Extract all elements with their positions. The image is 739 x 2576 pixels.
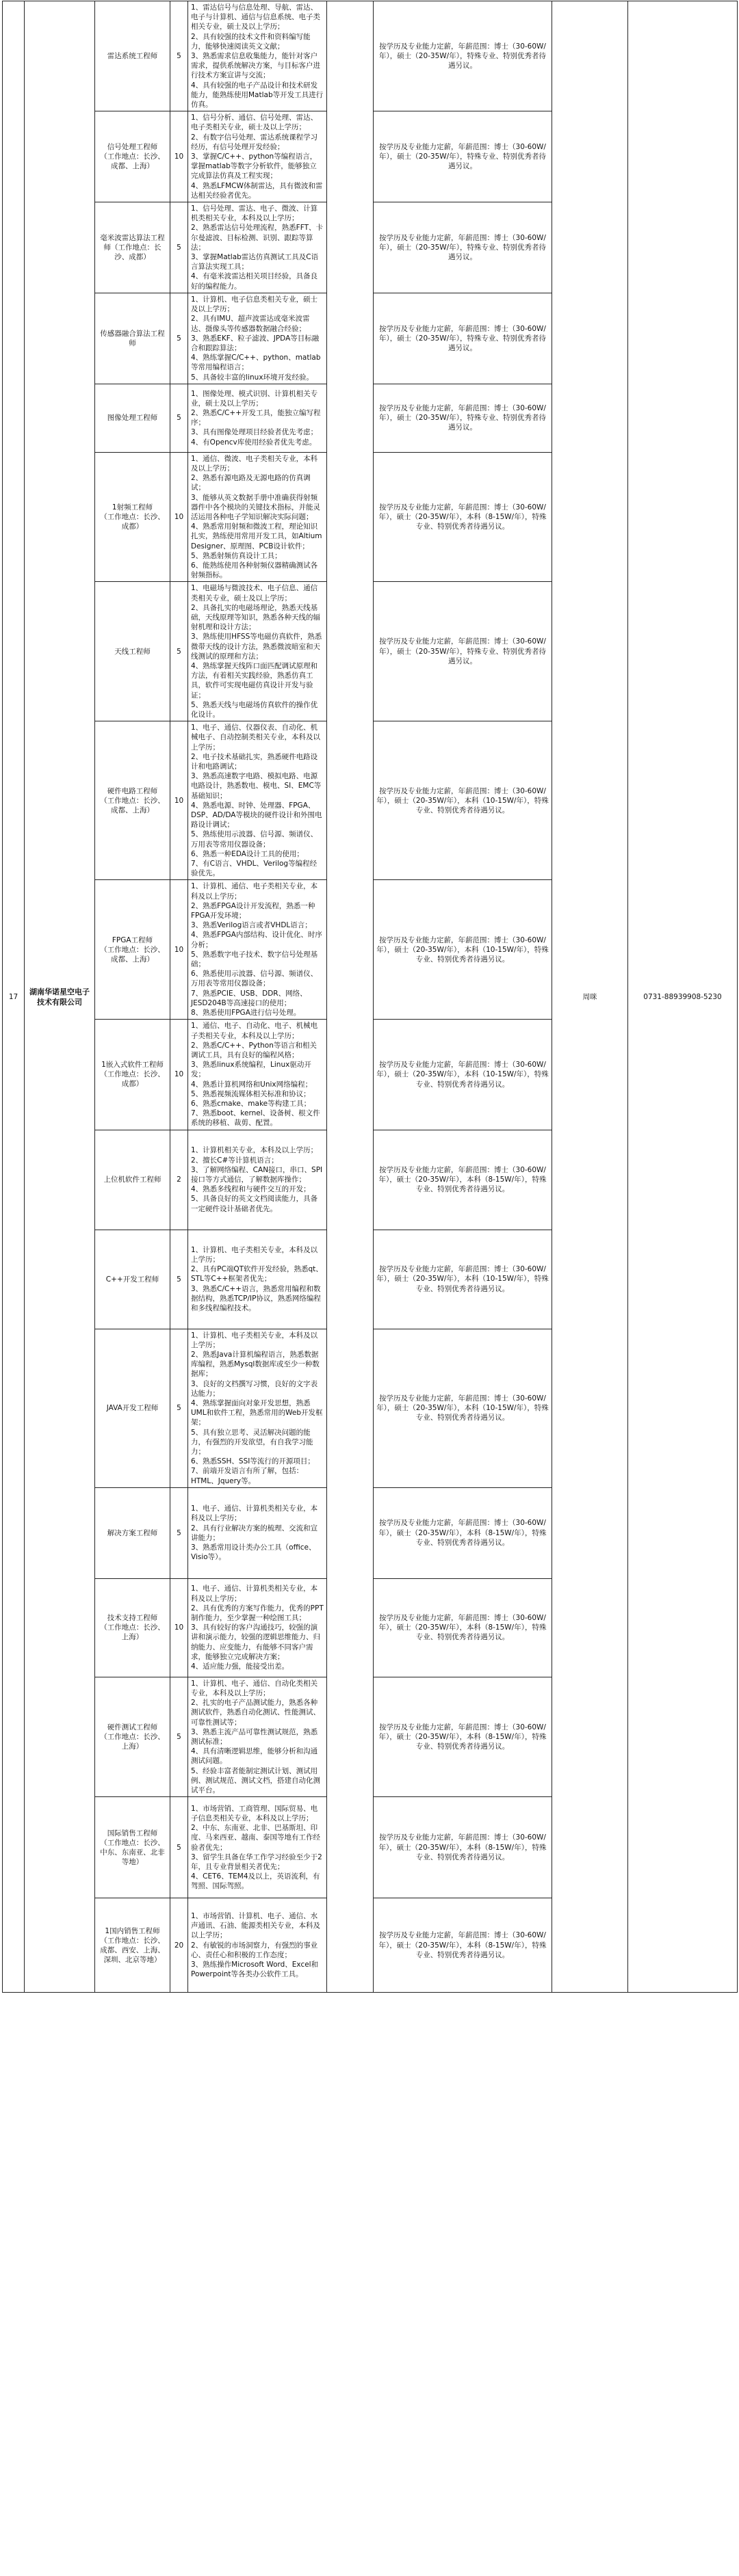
row-index: 17 — [3, 1, 25, 1993]
job-requirements: 1、计算机、通信、电子类相关专业，本科及以上学历； 2、熟悉FPGA设计开发流程，熟悉一种FPGA开发环境； 3、熟悉Verilog语言或者VHDL语言； 4、熟悉FPGA内部结构、设计优化、时序分析； 5、熟悉数字电子技术、数字信号处理基础； 6、熟悉使用示波器、信号源、频谱仪、万用表等常用仪器设备； 7、熟悉PCIE、USB、DDR、网络、JESD204B等高速接口的使用； 8、熟悉使用FPGA进行信号处理。 — [188, 880, 327, 1020]
job-count: 5 — [170, 1677, 188, 1796]
job-count: 10 — [170, 880, 188, 1020]
job-salary: 按学历及专业能力定薪，年薪范围：博士（30-60W/年），硕士（20-35W/年），本科（10-15W/年），特殊专业、特别优秀者待遇另议。 — [374, 1020, 552, 1130]
job-count: 5 — [170, 582, 188, 721]
job-position: 硬件测试工程师 （工作地点：长沙、上海） — [95, 1677, 170, 1796]
job-position: FPGA工程师 （工作地点：长沙、成都、上海） — [95, 880, 170, 1020]
job-position: 解决方案工程师 — [95, 1487, 170, 1578]
job-count: 10 — [170, 452, 188, 582]
job-position: 上位机软件工程师 — [95, 1130, 170, 1230]
job-position: 硬件电路工程师 （工作地点：长沙、成都、上海） — [95, 721, 170, 880]
job-requirements: 1、计算机相关专业，本科及以上学历； 2、擅长C#等计算机语言； 3、了解网络编程、CAN接口，串口、SPI接口等方式通信，了解数据库操作； 4、熟悉多线程和与硬件交互的开发； 5、具备良好的英文文档阅读能力，具备一定硬件设计基础者优先。 — [188, 1130, 327, 1230]
job-salary: 按学历及专业能力定薪，年薪范围：博士（30-60W/年），硕士（20-35W/年），特殊专业、特别优秀者待遇另议。 — [374, 1, 552, 111]
job-count: 10 — [170, 721, 188, 880]
job-salary: 按学历及专业能力定薪，年薪范围：博士（30-60W/年），硕士（20-35W/年），本科（8-15W/年），特殊专业、特别优秀者待遇另议。 — [374, 1487, 552, 1578]
job-position: C++开发工程师 — [95, 1230, 170, 1329]
blank-cell — [327, 1, 374, 1993]
job-listing-table — [2, 1, 738, 1993]
job-salary: 按学历及专业能力定薪，年薪范围：博士（30-60W/年），硕士（20-35W/年），特殊专业、特别优秀者待遇另议。 — [374, 202, 552, 293]
job-requirements: 1、图像处理、模式识别、计算机相关专业，硕士及以上学历； 2、熟悉C/C++开发工具，能独立编写程序； 3、具有图像处理项目经验者优先考虑； 4、有Opencv库使用经验者优先考虑。 — [188, 384, 327, 452]
job-count: 5 — [170, 1487, 188, 1578]
job-count: 10 — [170, 1020, 188, 1130]
job-requirements: 1、计算机、电子信息类相关专业，硕士及以上学历； 2、具有IMU、超声波雷达或毫米波雷达、摄像头等传感器数据融合经验； 3、熟悉EKF、粒子滤波、JPDA等目标融合和跟踪算法； 4、熟练掌握C/C++、python、matlab等常用编程语言； 5、具备较丰富的linux环境开发经验。 — [188, 293, 327, 384]
job-requirements: 1、通信、微波、电子类相关专业，本科及以上学历； 2、熟悉有源电路及无源电路的仿真调试； 3、能够从英文数据手册中准确获得射频器件中各个模块的关键技术指标，并能灵活运用各种电子学知识解决实际问题； 4、熟悉常用射频和微波工程，理论知识扎实，熟练使用常用开发工具，如Altium Designer、原理图、PCB设计软件； 5、熟悉射频仿真设计工具； 6、能熟练使用各种射频仪器精确测试各射频指标。 — [188, 452, 327, 582]
job-salary: 按学历及专业能力定薪，年薪范围：博士（30-60W/年），硕士（20-35W/年），本科（10-15W/年），特殊专业、特别优秀者待遇另议。 — [374, 721, 552, 880]
job-position: 技术支持工程师 （工作地点：长沙、上海） — [95, 1578, 170, 1677]
job-salary: 按学历及专业能力定薪，年薪范围：博士（30-60W/年），硕士（20-35W/年），特殊专业、特别优秀者待遇另议。 — [374, 582, 552, 721]
job-salary: 按学历及专业能力定薪，年薪范围：博士（30-60W/年），硕士（20-35W/年），本科（10-15W/年），特殊专业、特别优秀者待遇另议。 — [374, 1230, 552, 1329]
job-salary: 按学历及专业能力定薪，年薪范围：博士（30-60W/年），硕士（20-35W/年），本科（8-15W/年），特殊专业、特别优秀者待遇另议。 — [374, 1677, 552, 1796]
job-requirements: 1、市场营销、工商管理、国际贸易、电子信息类相关专业，本科及以上学历； 2、中东、东南亚、北非、巴基斯坦、印度、马来西亚、越南、泰国等地有工作经验者优先； 3、留学生具备在华工作学习经验至少于2年，且专业背景相关者优先； 4、CET6、TEM4及以上，英语流利，有驾照、国际驾照。 — [188, 1797, 327, 1898]
job-position: 雷达系统工程师 — [95, 1, 170, 111]
job-position: 1射频工程师 （工作地点：长沙、成都） — [95, 452, 170, 582]
job-salary: 按学历及专业能力定薪，年薪范围：博士（30-60W/年），硕士（20-35W/年），特殊专业、特别优秀者待遇另议。 — [374, 111, 552, 202]
contact-phone: 0731-88939908-5230 — [628, 1, 738, 1993]
job-requirements: 1、雷达信号与信息处理、导航、雷达、电子与计算机、通信与信息系统、电子类相关专业，硕士及以上学历； 2、具有较强的技术文件和资料编写能力，能够快速阅读英文文献； 3、熟悉需求信息收集能力，能针对客户需求，提供系统解决方案，与目标客户进行技术方案宣讲与交流； 4、具有较强的电子产品设计和技术研发能力，能熟练使用Matlab等开发工具进行仿真。 — [188, 1, 327, 111]
job-requirements: 1、市场营销、计算机、电子、通信、水声通讯、石油、能源类相关专业，本科及以上学历； 2、有敏锐的市场洞察力，有强烈的事业心、责任心和积极的工作态度； 3、熟练操作Microsoft Word、Excel和Powerpoint等各类办公软件工具。 — [188, 1898, 327, 1993]
job-salary: 按学历及专业能力定薪，年薪范围：博士（30-60W/年），硕士（20-35W/年），本科（10-15W/年），特殊专业、特别优秀者待遇另议。 — [374, 880, 552, 1020]
job-salary: 按学历及专业能力定薪，年薪范围：博士（30-60W/年），硕士（20-35W/年），特殊专业、特别优秀者待遇另议。 — [374, 293, 552, 384]
job-position: 信号处理工程师 （工作地点：长沙、成都、上海） — [95, 111, 170, 202]
job-requirements: 1、计算机、电子、通信、自动化类相关专业，本科及以上学历； 2、扎实的电子产品测试能力，熟悉各种测试软件，熟悉自动化测试、性能测试、可靠性测试等； 3、熟悉主流产品可靠性测试规范，熟悉测试标准； 4、具有清晰逻辑思维，能够分析和沟通测试问题。 5、经验丰富者能制定测试计划、测试用例、测试规范、测试文档，搭建自动化测试平台。 — [188, 1677, 327, 1796]
job-count: 10 — [170, 111, 188, 202]
job-requirements: 1、电子、通信、计算机类相关专业，本科及以上学历； 2、具有优秀的方案写作能力，优秀的PPT制作能力，至少掌握一种绘图工具； 3、具有较好的客户沟通技巧，较强的演讲和演示能力，较强的逻辑思维能力、归纳能力、应变能力，有能够不同客户需求，能够独立完成解决方案； 4、适应能力强，能接受出差。 — [188, 1578, 327, 1677]
job-count: 5 — [170, 1, 188, 111]
job-salary: 按学历及专业能力定薪，年薪范围：博士（30-60W/年），硕士（20-35W/年），特殊专业、特别优秀者待遇另议。 — [374, 384, 552, 452]
contact-name: 周咪 — [552, 1, 628, 1993]
job-position: JAVA开发工程师 — [95, 1329, 170, 1487]
job-salary: 按学历及专业能力定薪，年薪范围：博士（30-60W/年），硕士（20-35W/年），本科（8-15W/年），特殊专业、特别优秀者待遇另议。 — [374, 452, 552, 582]
job-requirements: 1、信号处理、雷达、电子、微波、计算机类相关专业，本科及以上学历； 2、熟悉雷达信号处理流程，熟悉FFT、卡尔曼滤波、目标检测、识别、跟踪等算法； 3、掌握Matlab雷达仿真测试工具及C语言算法实现工具； 4、有毫米波雷达相关项目经验，具备良好的编程能力。 — [188, 202, 327, 293]
job-salary: 按学历及专业能力定薪，年薪范围：博士（30-60W/年），硕士（20-35W/年），本科（8-15W/年），特殊专业、特别优秀者待遇另议。 — [374, 1578, 552, 1677]
job-requirements: 1、电子、通信、仪器仪表、自动化、机械电子、自动控制类相关专业，本科及以上学历； 2、电子技术基础扎实，熟悉硬件电路设计和电路调试； 3、熟悉高速数字电路、模拟电路、电源电路设计，熟悉数电、模电、SI、EMC等基础知识； 4、熟悉电源、时钟、处理器、FPGA、DSP、AD/DA等模块的硬件设计和外围电路设计调试； 5、熟练使用示波器、信号源、频谱仪、万用表等常用仪器设备； 6、熟悉一种EDA设计工具的使用； 7、有C语言、VHDL、Verilog等编程经验优先。 — [188, 721, 327, 880]
job-position: 天线工程师 — [95, 582, 170, 721]
job-salary: 按学历及专业能力定薪，年薪范围：博士（30-60W/年），硕士（20-35W/年），本科（8-15W/年），特殊专业、特别优秀者待遇另议。 — [374, 1130, 552, 1230]
job-salary: 按学历及专业能力定薪，年薪范围：博士（30-60W/年），硕士（20-35W/年），本科（8-15W/年），特殊专业、特别优秀者待遇另议。 — [374, 1797, 552, 1898]
job-count: 5 — [170, 1329, 188, 1487]
job-count: 5 — [170, 202, 188, 293]
job-position: 1嵌入式软件工程师 （工作地点：长沙、成都） — [95, 1020, 170, 1130]
job-requirements: 1、电子、通信、计算机类相关专业，本科及以上学历； 2、具有行业解决方案的梳理、交流和宣讲能力； 3、熟悉常用设计类办公工具（office、Visio等）。 — [188, 1487, 327, 1578]
job-position: 1国内销售工程师 （工作地点：长沙、成都、西安、上海、深圳、北京等地） — [95, 1898, 170, 1993]
job-position: 国际销售工程师 （工作地点：长沙、中东、东南亚、北非等地） — [95, 1797, 170, 1898]
company-name: 湖南华诺星空电子技术有限公司 — [25, 1, 95, 1993]
job-count: 20 — [170, 1898, 188, 1993]
job-count: 5 — [170, 1797, 188, 1898]
table-row — [3, 1, 738, 111]
job-requirements: 1、电磁场与微波技术、电子信息、通信类相关专业，硕士及以上学历； 2、具备扎实的电磁场理论，熟悉天线基础，天线原理等知识，熟悉各种天线的辐射机理和设计方法； 3、熟练使用HFSS等电磁仿真软件，熟悉微带天线的设计方法，熟悉微波暗室和天线测试的原理和方法； 4、熟练掌握天线阵口面匹配调试原理和方法，有着相关实践经验，熟悉仿真工具，软件可实现电磁仿真设计开发与验证； 5、熟悉天线与电磁场仿真软件的操作优化设计。 — [188, 582, 327, 721]
job-count: 5 — [170, 384, 188, 452]
job-requirements: 1、信号分析、通信、信号处理、雷达、电子类相关专业，硕士及以上学历； 2、有数字信号处理、雷达系统课程学习经历，有信号处理开发经验； 3、掌握C/C++、python等编程语言，掌握matlab等数字分析软件，能够独立完成算法仿真及工程实现； 4、熟悉LFMCW体制雷达，具有微波和雷达相关经验者优先。 — [188, 111, 327, 202]
job-count: 2 — [170, 1130, 188, 1230]
job-count: 5 — [170, 1230, 188, 1329]
job-count: 10 — [170, 1578, 188, 1677]
job-requirements: 1、计算机、电子类相关专业，本科及以上学历； 2、具有PC端QT软件开发经验，熟悉qt、STL等C++框架者优先； 3、熟悉C/C++语言，熟悉常用编程和数据结构，熟悉TCP/IP协议，熟悉网络编程和多线程编程技术。 — [188, 1230, 327, 1329]
job-position: 毫米波雷达算法工程师（工作地点：长沙、成都） — [95, 202, 170, 293]
job-position: 传感器融合算法工程师 — [95, 293, 170, 384]
job-position: 图像处理工程师 — [95, 384, 170, 452]
job-salary: 按学历及专业能力定薪，年薪范围：博士（30-60W/年），硕士（20-35W/年），本科（10-15W/年），特殊专业、特别优秀者待遇另议。 — [374, 1329, 552, 1487]
job-count: 5 — [170, 293, 188, 384]
job-requirements: 1、计算机、电子类相关专业，本科及以上学历； 2、熟悉Java计算机编程语言，熟悉数据库编程，熟悉Mysql数据库或至少一种数据库； 3、良好的文档撰写习惯，良好的文字表达能力； 4、熟练掌握面向对象开发思想，熟悉UML和软件工程，熟悉常用的Web开发框架； 5、具有独立思考、灵活解决问题的能力，有强烈的开发欲望，有自我学习能力； 6、熟悉SSH、SSI等流行的开源项目； 7、前端开发语言有所了解，包括：HTML、Jquery等。 — [188, 1329, 327, 1487]
job-requirements: 1、通信、电子、自动化、电子、机械电子类相关专业，本科及以上学历； 2、熟悉C/C++、Python等语言和相关调试工具，具有良好的编程风格； 3、熟悉linux系统编程，Linux驱动开发； 4、熟悉计算机网络和Unix网络编程； 5、熟悉视频流媒体相关标准和协议； 6、熟悉cmake、make等构建工具； 7、熟悉boot、kernel、设备树、根文件系统的移植、裁剪、配置。 — [188, 1020, 327, 1130]
job-salary: 按学历及专业能力定薪，年薪范围：博士（30-60W/年），硕士（20-35W/年），本科（8-15W/年），特殊专业、特别优秀者待遇另议。 — [374, 1898, 552, 1993]
